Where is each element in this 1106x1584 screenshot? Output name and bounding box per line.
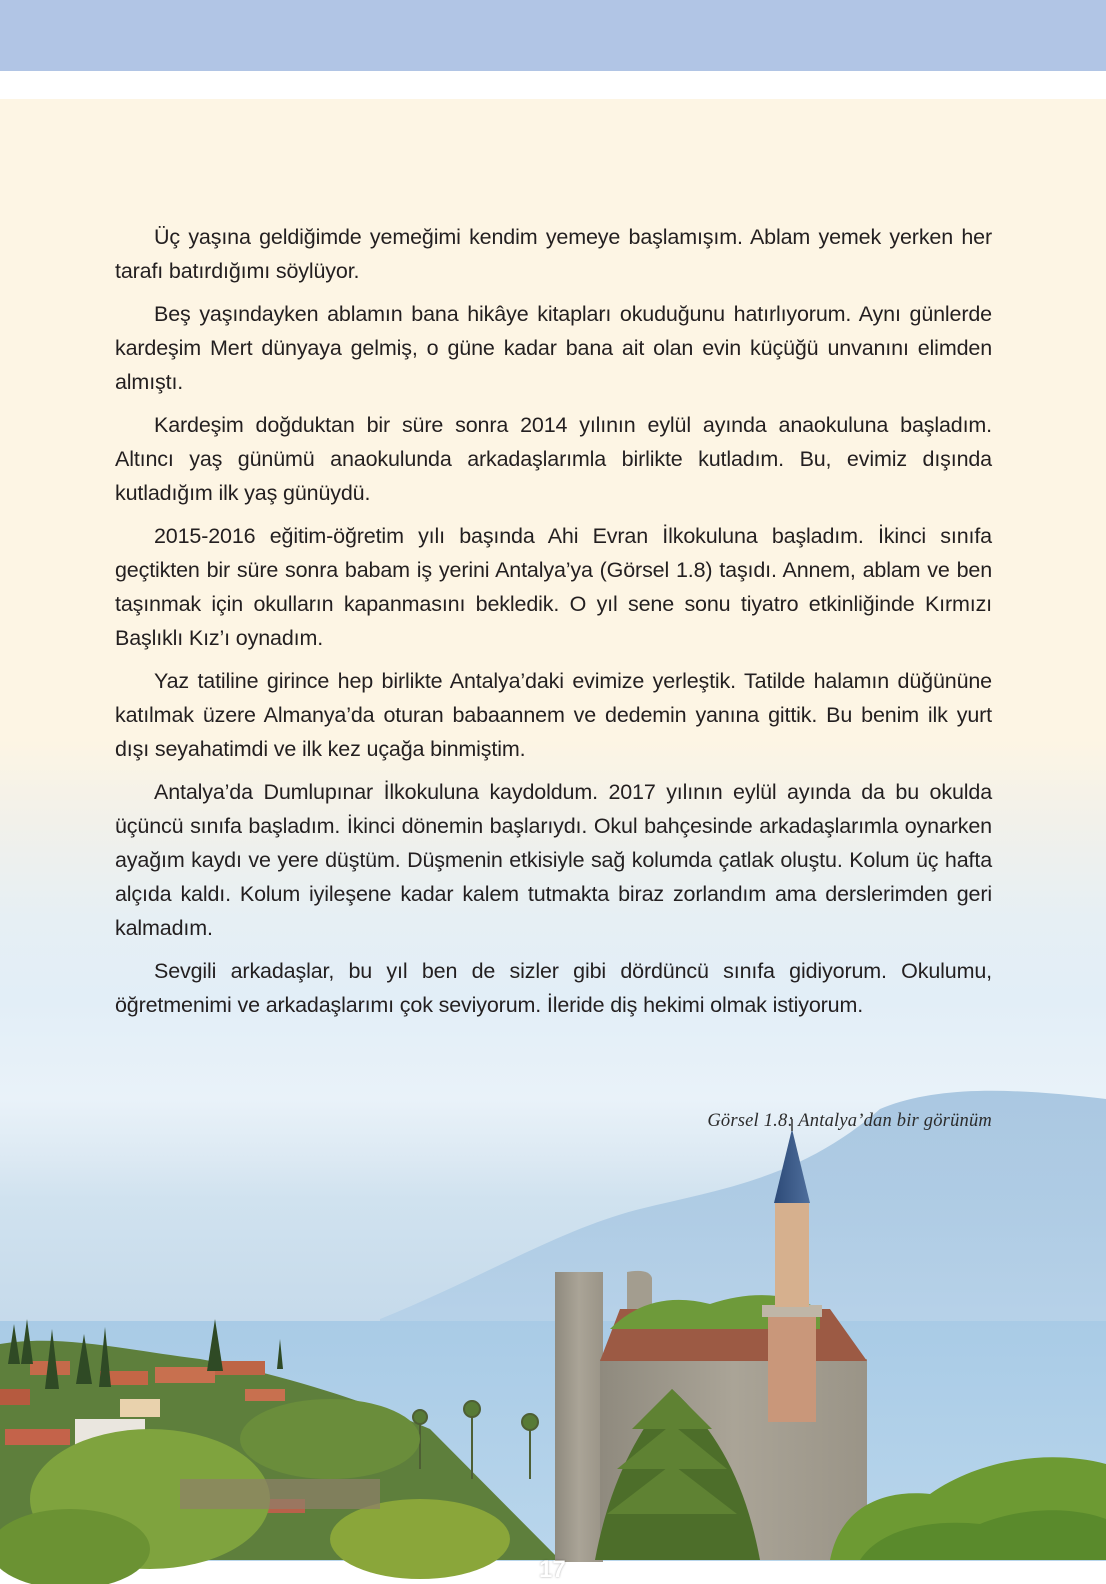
paragraph: Kardeşim doğduktan bir süre sonra 2014 yılının eylül ayında anaokuluna başladım. Altıncı yaş günümü anaokulunda arkadaşlarımla birlikte kutladım. Bu, evimiz dışında kutladığım ilk yaş günüydü. (115, 413, 992, 505)
paragraph: Antalya’da Dumlupınar İlkokuluna kaydoldum. 2017 yılının eylül ayında da bu okulda üçüncü sınıfa başladım. İkinci dönemin başlarıydı. Okul bahçesinde arkadaşlarımla oynarken ayağım kaydı ve yere düştüm. Düşmenin etkisiyle sağ kolumda çatlak oluştu. Kolum üç hafta alçıda kaldı. Kolum iyileşene kadar kalem tutmakta biraz zorlandım ama derslerimden geri kalmadım. (115, 780, 992, 940)
page-content (0, 99, 1106, 1583)
header-band (0, 0, 1106, 71)
paragraph: Beş yaşındayken ablamın bana hikâye kitapları okuduğunu hatırlıyorum. Aynı günlerde kardeşim Mert dünyaya gelmiş, o güne kadar bana ait olan evin küçüğü unvanını elimden almıştı. (115, 302, 992, 394)
paragraph: 2015-2016 eğitim-öğretim yılı başında Ahi Evran İlkokuluna başladım. İkinci sınıfa geçtikten bir süre sonra babam iş yerini Antalya’ya (Görsel 1.8) taşıdı. Annem, ablam ve ben taşınmak için okulların kapanmasını bekledik. O yıl sene sonu tiyatro etkinliğinde Kırmızı Başlıklı Kız’ı oynadım. (115, 524, 992, 650)
paragraph: Yaz tatiline girince hep birlikte Antalya’daki evimize yerleştik. Tatilde halamın düğününe katılmak üzere Almanya’da oturan babaannem ve dedemin yanına gittik. Bu benim ilk yurt dışı seyahatimdi ve ilk kez uçağa binmiştim. (115, 669, 992, 761)
figure-caption: Görsel 1.8: Antalya’dan bir görünüm (707, 1111, 992, 1131)
page-number: 17 (539, 1556, 566, 1583)
story-text (115, 220, 992, 1031)
paragraph: Üç yaşına geldiğimde yemeğimi kendim yemeye başlamışım. Ablam yemek yerken her tarafı batırdığımı söylüyor. (115, 225, 992, 283)
paragraph: Sevgili arkadaşlar, bu yıl ben de sizler gibi dördüncü sınıfa gidiyorum. Okulumu, öğretmenimi ve arkadaşlarımı çok seviyorum. İleride diş hekimi olmak istiyorum. (115, 959, 992, 1017)
